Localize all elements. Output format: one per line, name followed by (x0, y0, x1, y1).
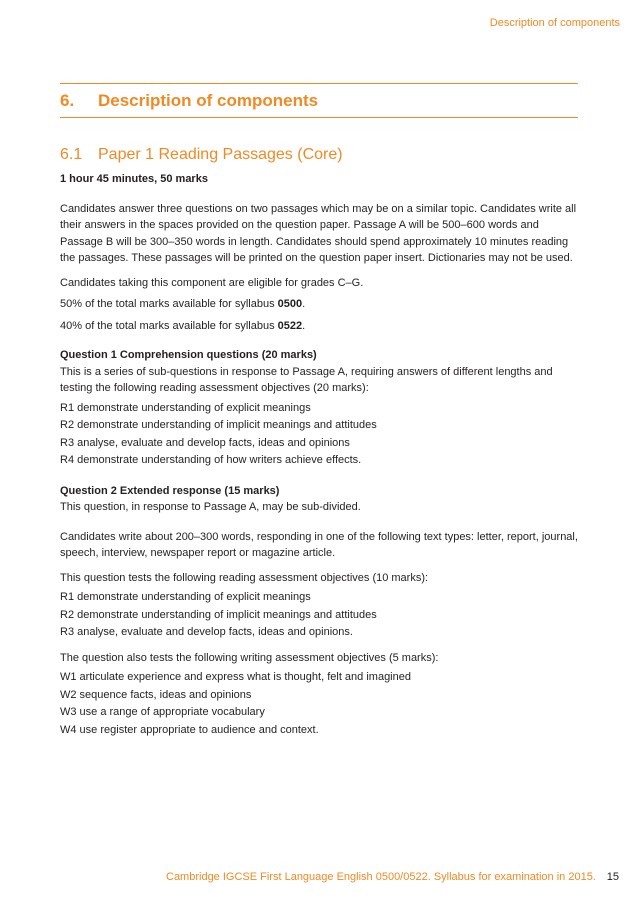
syllabus-code: 0500 (277, 298, 303, 310)
section-rule-top (60, 83, 578, 84)
duration: 1 hour 45 minutes, 50 marks (60, 173, 208, 185)
objective-item: R1 demonstrate understanding of explicit meanings (60, 591, 311, 603)
marks-line-suffix: . (302, 298, 306, 310)
marks-line-suffix: . (302, 319, 306, 332)
marks-line-prefix: 40% of the total marks available for syllabus (60, 319, 278, 332)
marks-line-0522 (60, 318, 580, 335)
footer-text: Cambridge IGCSE First Language English 0500/0522. Syllabus for examination in 2015. (166, 871, 596, 883)
objective-item: R4 demonstrate understanding of how writers achieve effects. (60, 454, 362, 466)
section-number: 6. (60, 91, 75, 110)
objective-item: W4 use register appropriate to audience and context. (60, 723, 319, 736)
question1-description: This is a series of sub-questions in response to Passage A, requiring answers of different lengths and testing the following reading assessment objectives (20 marks): (60, 365, 553, 394)
page-number: 15 (606, 871, 619, 883)
objective-item: R1 demonstrate understanding of explicit meanings (60, 401, 311, 414)
objective-item: R3 analyse, evaluate and develop facts, ideas and opinions. (60, 626, 353, 638)
marks-line-0500 (60, 296, 580, 313)
objective-item: W2 sequence facts, ideas and opinions (60, 688, 252, 701)
subsection-title-text: Paper 1 Reading Passages (Core) (98, 146, 343, 163)
question1-heading: Question 1 Comprehension questions (20 marks) (60, 349, 317, 361)
objective-item: R2 demonstrate understanding of implicit meanings and attitudes (60, 608, 377, 621)
objective-item: W3 use a range of appropriate vocabulary (60, 706, 265, 718)
question2-heading: Question 2 Extended response (15 marks) (60, 484, 280, 497)
section-title-text: Description of components (98, 91, 319, 110)
eligibility-paragraph: Candidates taking this component are eligible for grades C–G. (60, 276, 364, 289)
subsection-title (60, 144, 580, 166)
marks-line-prefix: 50% of the total marks available for syllabus (60, 298, 278, 310)
question2-description: This question, in response to Passage A, may be sub-divided. (60, 501, 361, 513)
question2-writing-intro: The question also tests the following writing assessment objectives (5 marks): (60, 651, 439, 664)
objective-item: W1 articulate experience and express what is thought, felt and imagined (60, 671, 411, 683)
question2-reading-objectives (60, 589, 580, 642)
question2-text-types: Candidates write about 200–300 words, responding in one of the following text types: letter, report, journal, speech, interview, newspaper report or magazine article. (60, 530, 578, 559)
section-title (60, 91, 318, 111)
page-content (60, 144, 580, 739)
subsection-number: 6.1 (60, 146, 83, 163)
objective-item: R3 analyse, evaluate and develop facts, ideas and opinions (60, 436, 350, 449)
syllabus-code: 0522 (277, 319, 303, 332)
objective-item: R2 demonstrate understanding of implicit meanings and attitudes (60, 419, 377, 431)
question2-writing-objectives (60, 669, 580, 739)
running-header: Description of components (489, 17, 620, 29)
question2-reading-intro: This question tests the following reading assessment objectives (10 marks): (60, 571, 429, 584)
intro-paragraph: Candidates answer three questions on two passages which may be on a similar topic. Candidates write all their answers in the spaces provided on the question paper. Passage A will be 500–600 words and Passage B will be 300–350 words in length. Candidates should spend approximately 10 minutes reading the passages. These passages will be printed on the question paper insert. Dictionaries may not be used. (60, 202, 577, 264)
question1-objectives (60, 400, 580, 470)
section-rule-bottom (60, 117, 578, 118)
